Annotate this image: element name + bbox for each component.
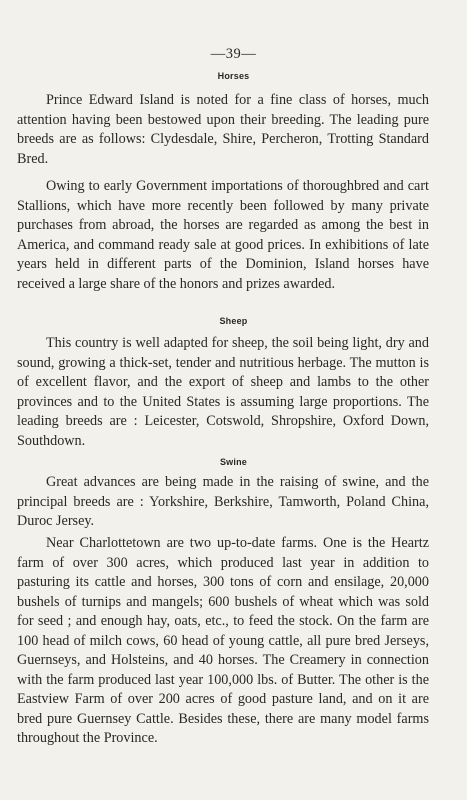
swine-paragraph-1: Great advances are being made in the raising of swine, and the principal breeds are : Yorkshire, Berkshire, Tamworth, Poland China, Duroc Jersey. (17, 474, 429, 529)
swine-paragraph-2: Near Charlottetown are two up-to-date farms. One is the Heartz farm of over 300 acres, which produced last year in addition to pasturing its cattle and horses, 300 tons of corn and ensilage, 20,000 bushels of turnips and mangels; 600 bushels of wheat which was sold for seed ; and enough hay, oats, etc., to feed the stock. On the farm are 100 head of milch cows, 60 head of young cattle, all pure bred Jerseys, Guernseys, and Holsteins, and 40 horses. The Creamery in connection with the farm produced last year 100,000 lbs. of Butter. The other is the Eastview Farm of over 200 acres of good pasture land, and on it are bred pure Guernsey Cattle. Besides these, there are many model farms throughout the Province. (17, 535, 429, 746)
horses-paragraph-2: Owing to early Government importations of thoroughbred and cart Stallions, which have more recently been followed by many private purchases from abroad, the horses are regarded as among the best in America, and command ready sale at good prices. In exhibitions of late years held in different parts of the Dominion, Island horses have received a large share of the honors and prizes awarded. (17, 178, 429, 292)
section-heading-swine: Swine (219, 457, 247, 467)
page-number: —39— (210, 46, 257, 62)
section-heading-sheep: Sheep (219, 316, 248, 326)
horses-paragraph-1: Prince Edward Island is noted for a fine class of horses, much attention having been bestowed upon their breeding. The leading pure breeds are as follows: Clydesdale, Shire, Percheron, Trotting Standard Bred. (17, 92, 429, 167)
sheep-paragraph-1: This country is well adapted for sheep, the soil being light, dry and sound, growing a thick-set, tender and nutritious herbage. The mutton is of excellent flavor, and the export of sheep and lambs to the other provinces and to the United States is assuming large proportions. The leading breeds are : Leicester, Cotswold, Shropshire, Oxford Down, Southdown. (17, 335, 429, 449)
section-heading-horses: Horses (217, 71, 250, 81)
